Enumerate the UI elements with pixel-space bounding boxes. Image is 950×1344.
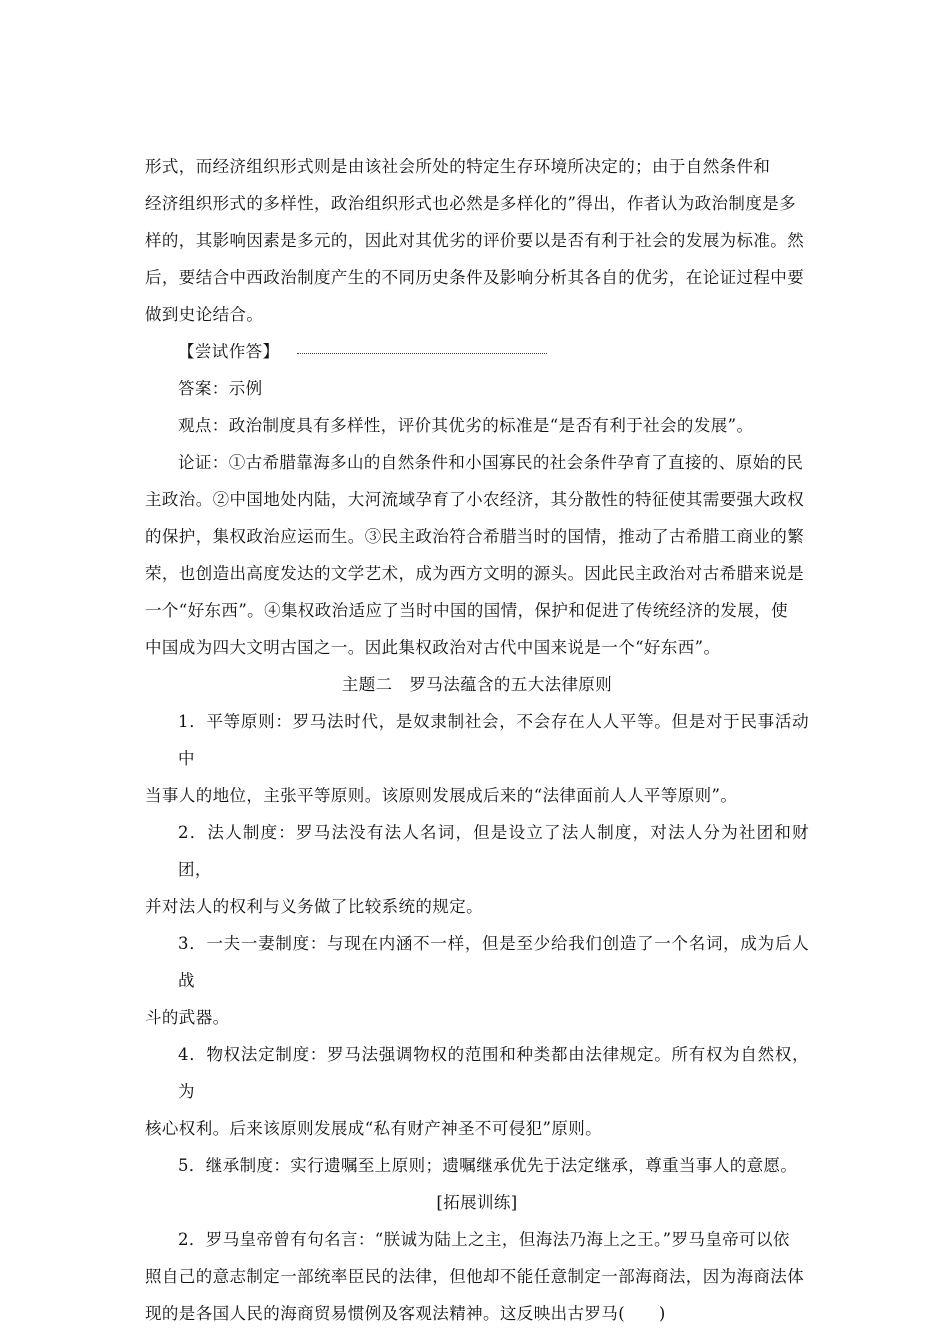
text-line: 经济组织形式的多样性，政治组织形式也必然是多样化的”得出，作者认为政治制度是多 bbox=[145, 194, 797, 213]
answer-argument bbox=[145, 444, 809, 666]
trial-answer-label: 【尝试作答】 bbox=[178, 342, 280, 361]
text-line: 的保护，集权政治应运而生。③民主政治符合希腊当时的国情，推动了古希腊工商业的繁 bbox=[145, 527, 805, 546]
text-line: 核心权利。后来该原则发展成“私有财产神圣不可侵犯”原则。 bbox=[145, 1119, 603, 1138]
text-line: 4．物权法定制度：罗马法强调物权的范围和种类都由法律规定。所有权为自然权，为 bbox=[178, 1045, 809, 1101]
text-line: 2．罗马皇帝曾有句名言：“朕诚为陆上之主，但海法乃海上之王。”罗马皇帝可以依 bbox=[178, 1230, 790, 1249]
text-line: 现的是各国人民的海商贸易惯例及客观法精神。这反映出古罗马( ) bbox=[145, 1304, 666, 1323]
text-line: 并对法人的权利与义务做了比较系统的规定。 bbox=[145, 897, 483, 916]
answer-viewpoint: 观点：政治制度具有多样性，评价其优劣的标准是“是否有利于社会的发展”。 bbox=[178, 416, 754, 435]
text-line: 做到史论结合。 bbox=[145, 305, 264, 324]
principle-item bbox=[145, 1036, 809, 1147]
section-heading: 主题二 罗马法蕴含的五大法律原则 bbox=[341, 675, 613, 694]
question-item bbox=[145, 1221, 809, 1332]
text-line: 形式，而经济组织形式则是由该社会所处的特定生存环境所决定的；由于自然条件和 bbox=[145, 157, 771, 176]
text-line: 照自己的意志制定一部统率臣民的法律，但他却不能任意制定一部海商法，因为海商法体 bbox=[145, 1267, 805, 1286]
text-line: 论证：①古希腊靠海多山的自然条件和小国寡民的社会条件孕育了直接的、原始的民 bbox=[178, 453, 804, 472]
text-line: 当事人的地位，主张平等原则。该原则发展成后来的“法律面前人人平等原则”。 bbox=[145, 786, 738, 805]
text-line: 主政治。②中国地处内陆，大河流域孕育了小农经济，其分散性的特征使其需要强大政权 bbox=[145, 490, 805, 509]
intro-paragraph bbox=[145, 148, 809, 333]
training-heading: [拓展训练] bbox=[436, 1193, 518, 1212]
principle-item bbox=[145, 1147, 809, 1184]
text-line: 一个“好东西”。④集权政治适应了当时中国的国情，保护和促进了传统经济的发展，使 bbox=[145, 601, 788, 620]
text-line: 3．一夫一妻制度：与现在内涵不一样，但是至少给我们创造了一个名词，成为后人战 bbox=[178, 934, 809, 990]
text-line: 中国成为四大文明古国之一。因此集权政治对古代中国来说是一个“好东西”。 bbox=[145, 638, 721, 657]
text-line: 样的，其影响因素是多元的，因此对其优劣的评价要以是否有利于社会的发展为标准。然 bbox=[145, 231, 805, 250]
text-line: 2．法人制度：罗马法没有法人名词，但是设立了法人制度，对法人分为社团和财团， bbox=[178, 823, 809, 879]
principle-item bbox=[145, 814, 809, 925]
document-page bbox=[145, 148, 809, 1332]
text-line: 斗的武器。 bbox=[145, 1008, 230, 1027]
principle-item bbox=[145, 703, 809, 814]
answer-label: 答案：示例 bbox=[178, 379, 263, 398]
text-line: 1．平等原则：罗马法时代，是奴隶制社会，不会存在人人平等。但是对于民事活动中 bbox=[178, 712, 809, 768]
text-line: 荣，也创造出高度发达的文学艺术，成为西方文明的源头。因此民主政治对古希腊来说是 bbox=[145, 564, 805, 583]
text-line: 5．继承制度：实行遗嘱至上原则；遗嘱继承优先于法定继承，尊重当事人的意愿。 bbox=[178, 1156, 798, 1175]
trial-answer-row bbox=[145, 333, 809, 370]
text-line: 后，要结合中西政治制度产生的不同历史条件及影响分析其各自的优劣，在论证过程中要 bbox=[145, 268, 805, 287]
principle-item bbox=[145, 925, 809, 1036]
answer-blank-line[interactable] bbox=[297, 333, 547, 354]
